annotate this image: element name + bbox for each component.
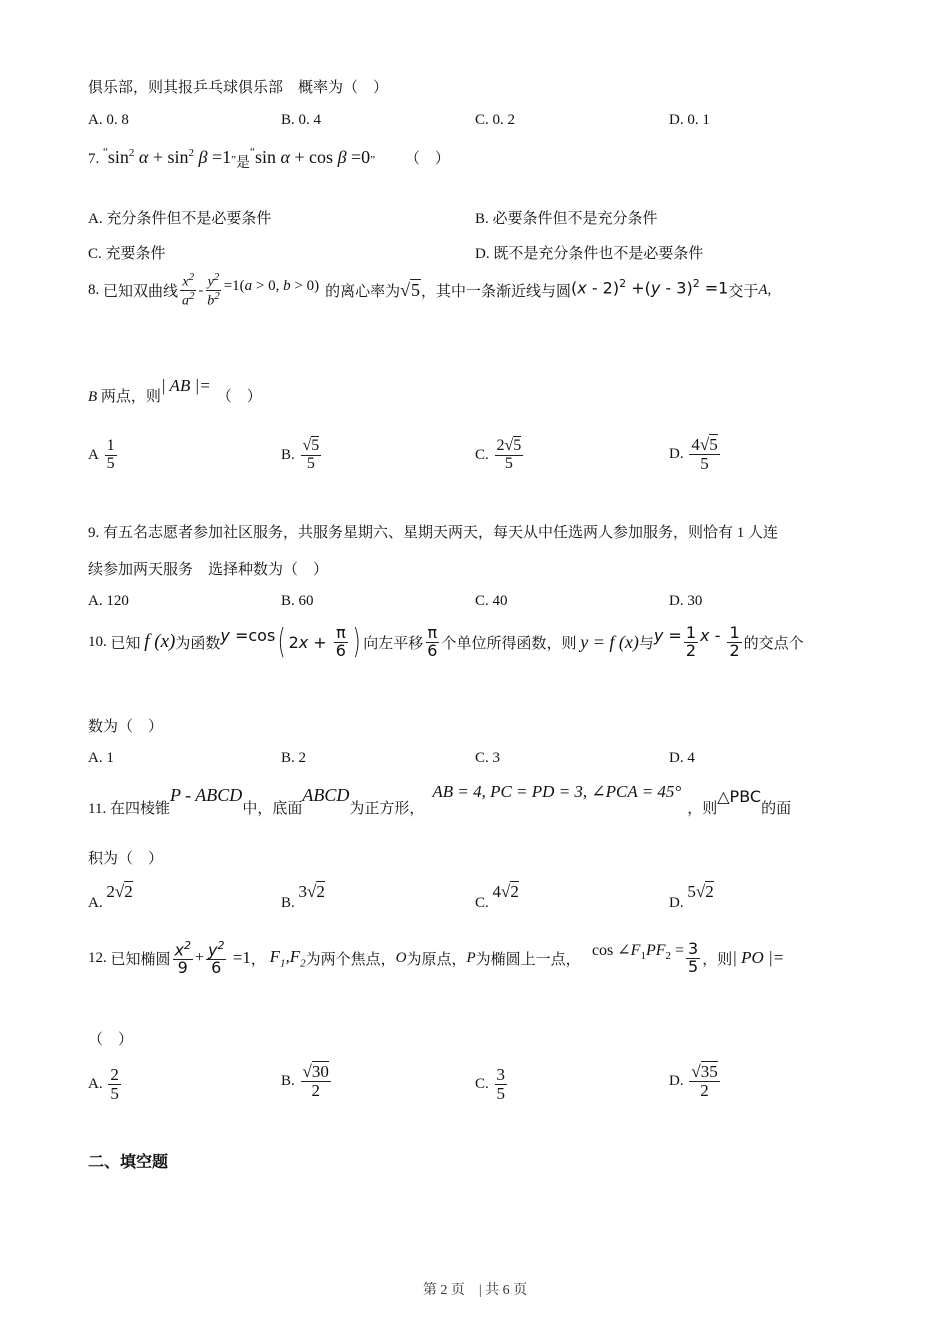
q12-option-b: B. $\frac{√30}{2}$ bbox=[281, 1062, 329, 1100]
q8-condition: =1(a > 0, b > 0) bbox=[223, 278, 320, 294]
q11-option-d: D. 5√2 bbox=[669, 882, 714, 911]
q11-option-c: C. 4√2 bbox=[475, 882, 519, 911]
q10-option-c: C. 3 bbox=[475, 750, 501, 766]
q8-option-a: A $\frac{1}{5}$ bbox=[88, 437, 115, 472]
q12-option-c: C. $\frac{3}{5}$ bbox=[475, 1065, 506, 1103]
q10-stem: 10. 已知 f (x) 为函数 y =cos ( 2 x + $\frac{\pi}{6}$ ) 向左平移 $\frac{\pi}{6}$ 个单位所得函数，则 y = f (x) 与 y = $\frac{1}{2}$ x - $\frac{1}{2}$ 的交点个 bbox=[88, 622, 804, 663]
q9-option-b: B. 60 bbox=[281, 593, 314, 609]
q11-stem-line2: 积为（ ） bbox=[88, 851, 164, 867]
q10-line: y = $\frac{1}{2}$ x - $\frac{1}{2}$ bbox=[653, 623, 740, 660]
q9-option-a: A. 120 bbox=[88, 593, 129, 609]
q8-option-b: B. $\frac{√5}{5}$ bbox=[281, 437, 320, 472]
q11-stem: 11. 在四棱锥 P - ABCD 中，底面 ABCD 为正方形， AB = 4, PC = PD = 3, ∠PCA = 45° ，则 △PBC 的面 bbox=[88, 782, 792, 817]
q12-blank: （ ） bbox=[88, 1032, 134, 1048]
page-footer: 第 2 页 | 共 6 页 bbox=[422, 1283, 528, 1298]
q7-option-d: D. 既不是充分条件也不是必要条件 bbox=[475, 246, 704, 262]
q11-option-a: A. 2√2 bbox=[88, 882, 133, 911]
section-heading-fill-in: 二、填空题 bbox=[88, 1152, 169, 1171]
q10-function: y =cos ( 2 x + $\frac{\pi}{6}$ ) bbox=[220, 622, 361, 663]
q8-option-d: D. $\frac{4√5}{5}$ bbox=[669, 435, 718, 473]
q9-stem-line1: 9. 有五名志愿者参加社区服务，共服务星期六、星期天两天，每天从中任选两人参加服务，则恰有 1 人连 bbox=[88, 525, 779, 541]
q12-option-d: D. $\frac{√35}{2}$ bbox=[669, 1062, 718, 1100]
q12-option-a: A. $\frac{2}{5}$ bbox=[88, 1065, 119, 1103]
q10-option-b: B. 2 bbox=[281, 750, 307, 766]
q12-frac-y: $\frac{y^2}{6}$ bbox=[208, 939, 225, 978]
q8-stem: 8. 已知双曲线 $\frac{x^2}{a^2}$ - $\frac{y^2}{b^2}$ =1(a > 0, b > 0) 的离心率为 √5 ，其中一条渐近线与圆 (x - 2)$^2$ +(y - 3)$^2$ =1 交于 A , bbox=[88, 271, 772, 309]
q7-option-c: C. 充要条件 bbox=[88, 246, 166, 262]
q10-stem-line2: 数为（ ） bbox=[88, 719, 164, 735]
q10-shift: $\frac{\pi}{6}$ bbox=[427, 623, 438, 660]
q12-cos: $\cos \angle F_1PF_2$ = $\frac{3}{5}$ bbox=[591, 939, 699, 976]
q7-option-a: A. 充分条件但不是必要条件 bbox=[88, 211, 272, 227]
q8-eccentricity: √5 bbox=[400, 280, 420, 301]
q7-stem: 7. $^“\sin^2$ $\alpha + \sin^2 \beta =1$”是“sin α + cos β =0” （ ） bbox=[88, 146, 450, 171]
q6-option-b: B. 0. 4 bbox=[281, 112, 322, 128]
q9-option-c: C. 40 bbox=[475, 593, 508, 609]
q9-stem-line2: 续参加两天服务 选择种数为（ ） bbox=[88, 562, 329, 578]
q10-option-d: D. 4 bbox=[669, 750, 695, 766]
q12-stem: 12. 已知椭圆 $\frac{x^2}{9}$ + $\frac{y^2}{6}$ =1 ， $F_1,F_2$ 为两个焦点， O 为原点， P 为椭圆上一点， $\cos \angle F_1PF_2$ = $\frac{3}{5}$ ，则 | PO |= bbox=[88, 939, 785, 978]
q7-expr2: sin α + cos β =0 bbox=[254, 147, 371, 167]
q6-option-c: C. 0. 2 bbox=[475, 112, 516, 128]
q6-continuation: 俱乐部，则其报乒乓球俱乐部 概率为（ ） bbox=[88, 80, 389, 96]
q8-frac-y: $\frac{y^2}{b^2}$ bbox=[207, 271, 220, 309]
q10-option-a: A. 1 bbox=[88, 750, 114, 766]
q8-frac-x: $\frac{x^2}{a^2}$ bbox=[182, 271, 195, 309]
q8-option-c: C. $\frac{2√5}{5}$ bbox=[475, 437, 522, 472]
q7-expr1: $\sin^2 \alpha + \sin^2 \beta =1$ bbox=[107, 147, 232, 167]
q8-circle: (x - 2)$^2$ +(y - 3)$^2$ =1 bbox=[571, 276, 729, 297]
q6-option-d: D. 0. 1 bbox=[669, 112, 710, 128]
q6-option-a: A. 0. 8 bbox=[88, 112, 129, 128]
q9-option-d: D. 30 bbox=[669, 593, 703, 609]
q7-option-b: B. 必要条件但不是充分条件 bbox=[475, 211, 658, 227]
q12-frac-x: $\frac{x^2}{9}$ bbox=[174, 939, 191, 978]
q11-option-b: B. 3√2 bbox=[281, 882, 325, 911]
q8-stem-line2: B 两点，则 | AB |= （ ） bbox=[88, 376, 262, 405]
